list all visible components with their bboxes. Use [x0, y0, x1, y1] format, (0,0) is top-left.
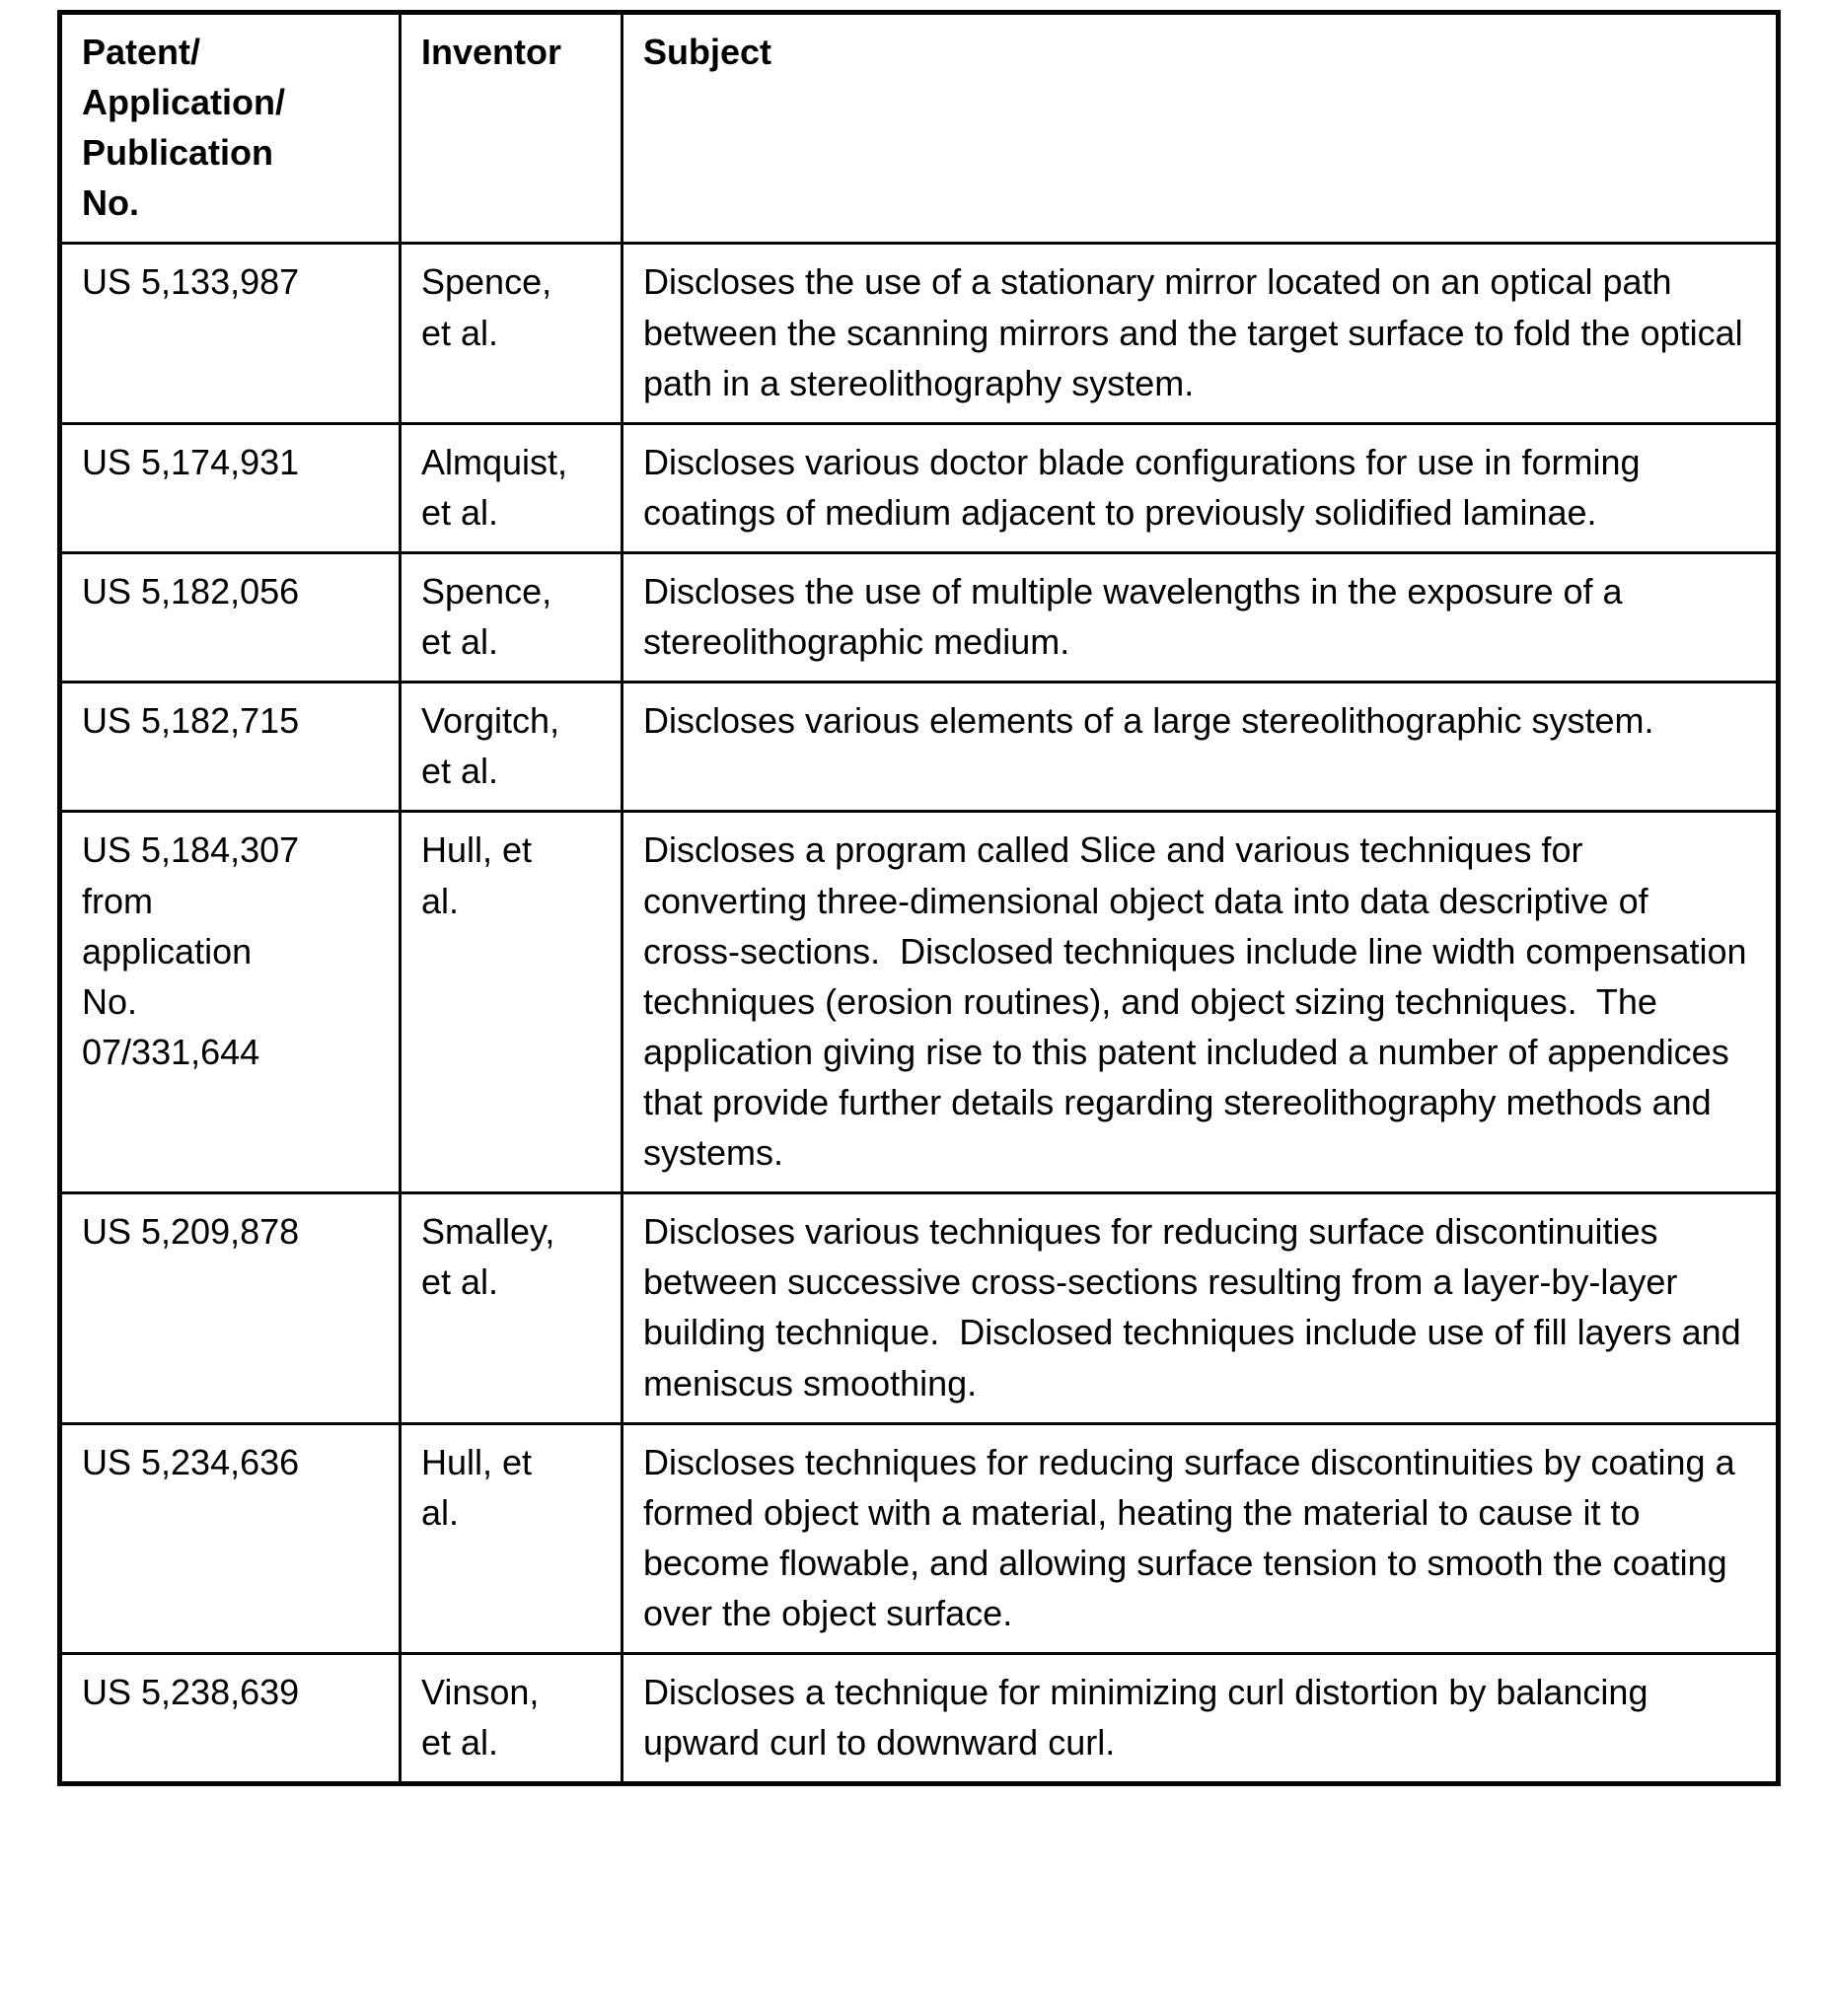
subject-cell: Discloses the use of multiple wavelengths in the exposure of a stereolithographic medium. [623, 552, 1779, 682]
table-row [60, 812, 1779, 1193]
subject-cell: Discloses various doctor blade configurations for use in forming coatings of medium adjacent to previously solidified laminae. [623, 423, 1779, 552]
patent-no-cell: US 5,133,987 [60, 244, 401, 423]
patent-reference-table [57, 10, 1781, 1786]
patent-no-cell: US 5,182,056 [60, 552, 401, 682]
inventor-cell: Vorgitch, et al. [401, 683, 623, 812]
subject-cell: Discloses a program called Slice and various techniques for converting three-dimensional object data into data descriptive of cross-sections. Disclosed techniques include line width compensation techniques (erosion routines), and object sizing techniques. The application giving rise to this patent included a number of appendices that provide further details regarding stereolithography methods and systems. [623, 812, 1779, 1193]
column-header-inventor: Inventor [401, 13, 623, 244]
inventor-cell: Spence, et al. [401, 244, 623, 423]
inventor-cell: Hull, et al. [401, 1423, 623, 1653]
table-row [60, 1193, 1779, 1423]
subject-cell: Discloses techniques for reducing surface discontinuities by coating a formed object with a material, heating the material to cause it to become flowable, and allowing surface tension to smooth the coating over the object surface. [623, 1423, 1779, 1653]
patent-no-cell: US 5,184,307 from application No. 07/331,644 [60, 812, 401, 1193]
column-header-patent-no: Patent/ Application/ Publication No. [60, 13, 401, 244]
column-header-subject: Subject [623, 13, 1779, 244]
subject-cell: Discloses various techniques for reducing surface discontinuities between successive cross-sections resulting from a layer-by-layer building technique. Disclosed techniques include use of fill layers and meniscus smoothing. [623, 1193, 1779, 1423]
table-row [60, 423, 1779, 552]
inventor-cell: Vinson, et al. [401, 1654, 623, 1784]
subject-cell: Discloses the use of a stationary mirror located on an optical path between the scanning mirrors and the target surface to fold the optical path in a stereolithography system. [623, 244, 1779, 423]
patent-no-cell: US 5,182,715 [60, 683, 401, 812]
header-row [60, 13, 1779, 244]
inventor-cell: Spence, et al. [401, 552, 623, 682]
subject-cell: Discloses various elements of a large stereolithographic system. [623, 683, 1779, 812]
table-row [60, 244, 1779, 423]
table-row [60, 552, 1779, 682]
patent-no-cell: US 5,209,878 [60, 1193, 401, 1423]
patent-no-cell: US 5,238,639 [60, 1654, 401, 1784]
subject-cell: Discloses a technique for minimizing curl distortion by balancing upward curl to downward curl. [623, 1654, 1779, 1784]
patent-no-cell: US 5,174,931 [60, 423, 401, 552]
table-row [60, 683, 1779, 812]
inventor-cell: Almquist, et al. [401, 423, 623, 552]
inventor-cell: Smalley, et al. [401, 1193, 623, 1423]
table-row [60, 1423, 1779, 1653]
inventor-cell: Hull, et al. [401, 812, 623, 1193]
patent-no-cell: US 5,234,636 [60, 1423, 401, 1653]
table-row [60, 1654, 1779, 1784]
